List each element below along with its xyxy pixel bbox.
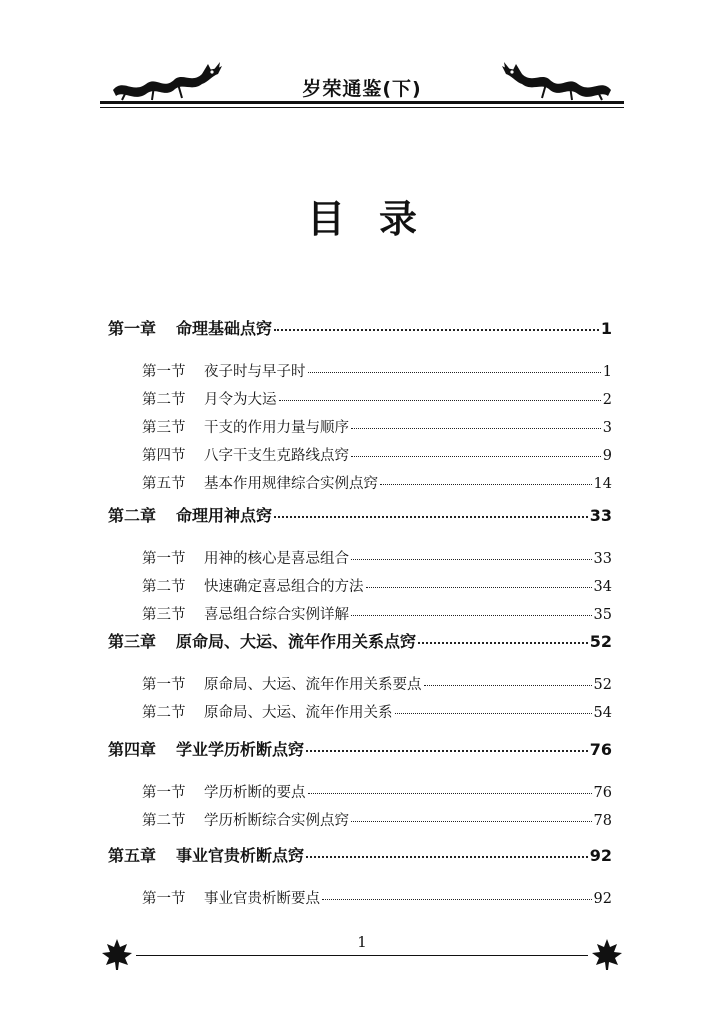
toc-section-entry[interactable] [142, 603, 612, 624]
section-page-number: 35 [593, 607, 612, 623]
section-title: 基本作用规律综合实例点窍 [204, 476, 378, 492]
toc-section-entry[interactable] [142, 360, 612, 381]
chapter-title: 事业官贵析断点窍 [176, 846, 305, 865]
chapter-number: 第三章 [108, 632, 157, 651]
section-number: 第一节 [142, 551, 186, 567]
section-title: 月令为大运 [204, 392, 277, 408]
section-page-number: 9 [602, 448, 612, 464]
chapter-page-number: 52 [589, 632, 612, 651]
chapter-page-number: 33 [589, 506, 612, 525]
section-page-number: 76 [593, 785, 612, 801]
section-title: 喜忌组合综合实例详解 [204, 607, 349, 623]
footer-rule [136, 955, 588, 956]
section-label [142, 388, 277, 409]
maple-leaf-icon [590, 937, 624, 971]
toc-chapter-entry[interactable] [108, 503, 612, 526]
toc-section-entry[interactable] [142, 809, 612, 830]
section-page-number: 33 [593, 551, 612, 567]
section-label [142, 701, 393, 722]
section-number: 第一节 [142, 364, 186, 380]
section-label [142, 547, 349, 568]
section-label [142, 781, 306, 802]
dot-leader [351, 605, 592, 620]
section-page-number: 3 [602, 420, 612, 436]
section-number: 第一节 [142, 785, 186, 801]
toc-section-entry[interactable] [142, 547, 612, 568]
section-page-number: 34 [593, 579, 612, 595]
running-header [100, 60, 624, 110]
header-rule-thin [100, 107, 624, 108]
chapter-title: 命理用神点窍 [176, 506, 273, 525]
section-label [142, 809, 349, 830]
page-number: 1 [357, 933, 367, 951]
section-title: 快速确定喜忌组合的方法 [204, 579, 364, 595]
section-label [142, 603, 349, 624]
dot-leader [366, 577, 592, 592]
section-page-number: 2 [602, 392, 612, 408]
section-page-number: 54 [593, 705, 612, 721]
chapter-label [108, 503, 272, 526]
toc-section-entry[interactable] [142, 575, 612, 596]
toc-chapter-entry[interactable] [108, 737, 612, 760]
chapter-number: 第五章 [108, 846, 157, 865]
toc-chapter-entry[interactable] [108, 316, 612, 339]
dot-leader [351, 446, 601, 461]
section-title: 用神的核心是喜忌组合 [204, 551, 349, 567]
chapter-page-number: 76 [589, 740, 612, 759]
toc-section-entry[interactable] [142, 887, 612, 908]
toc-section-entry[interactable] [142, 701, 612, 722]
header-rule [100, 101, 624, 104]
section-page-number: 78 [593, 813, 612, 829]
section-title: 原命局、大运、流年作用关系 [204, 705, 393, 721]
section-title: 八字干支生克路线点窍 [204, 448, 349, 464]
section-label [142, 673, 422, 694]
section-title: 原命局、大运、流年作用关系要点 [204, 677, 422, 693]
chapter-number: 第四章 [108, 740, 157, 759]
section-number: 第二节 [142, 705, 186, 721]
section-page-number: 14 [593, 476, 612, 492]
section-number: 第三节 [142, 607, 186, 623]
dot-leader [274, 505, 588, 521]
section-label [142, 360, 306, 381]
chapter-number: 第二章 [108, 506, 157, 525]
toc-chapter-entry[interactable] [108, 843, 612, 866]
toc-section-entry[interactable] [142, 781, 612, 802]
dot-leader [306, 845, 588, 861]
section-number: 第一节 [142, 677, 186, 693]
section-number: 第二节 [142, 392, 186, 408]
section-label [142, 416, 349, 437]
dot-leader [351, 811, 592, 826]
dot-leader [351, 549, 592, 564]
running-footer [100, 935, 624, 975]
section-label [142, 472, 378, 493]
dot-leader [279, 390, 601, 405]
section-title: 学历析断综合实例点窍 [204, 813, 349, 829]
section-number: 第一节 [142, 891, 186, 907]
chapter-label [108, 316, 272, 339]
dot-leader [308, 362, 601, 377]
header-title: 岁荣通鉴(下) [302, 78, 422, 100]
dot-leader [380, 474, 592, 489]
chapter-label [108, 629, 416, 652]
toc-section-entry[interactable] [142, 673, 612, 694]
section-number: 第二节 [142, 813, 186, 829]
chapter-page-number: 1 [600, 319, 612, 338]
section-page-number: 1 [602, 364, 612, 380]
chapter-label [108, 737, 304, 760]
chapter-number: 第一章 [108, 319, 157, 338]
section-page-number: 92 [593, 891, 612, 907]
dot-leader [308, 783, 592, 798]
toc-section-entry[interactable] [142, 416, 612, 437]
dragon-icon [496, 60, 616, 104]
dot-leader [395, 703, 592, 718]
section-page-number: 52 [593, 677, 612, 693]
section-label [142, 444, 349, 465]
chapter-title: 原命局、大运、流年作用关系点窍 [176, 632, 417, 651]
dot-leader [351, 418, 601, 433]
section-number: 第二节 [142, 579, 186, 595]
section-label [142, 887, 320, 908]
dot-leader [424, 675, 592, 690]
section-number: 第四节 [142, 448, 186, 464]
toc-title: 目录 [306, 197, 451, 241]
toc-chapter-entry[interactable] [108, 629, 612, 652]
section-title: 夜子时与早子时 [204, 364, 306, 380]
chapter-label [108, 843, 304, 866]
section-number: 第三节 [142, 420, 186, 436]
dot-leader [306, 739, 588, 755]
toc-section-entry[interactable] [142, 388, 612, 409]
section-label [142, 575, 364, 596]
dot-leader [274, 318, 599, 334]
dot-leader [322, 889, 592, 904]
toc-section-entry[interactable] [142, 472, 612, 493]
toc-section-entry[interactable] [142, 444, 612, 465]
chapter-title: 命理基础点窍 [176, 319, 273, 338]
section-number: 第五节 [142, 476, 186, 492]
dot-leader [418, 631, 588, 647]
chapter-title: 学业学历析断点窍 [176, 740, 305, 759]
section-title: 干支的作用力量与顺序 [204, 420, 349, 436]
chapter-page-number: 92 [589, 846, 612, 865]
section-title: 事业官贵析断要点 [204, 891, 320, 907]
section-title: 学历析断的要点 [204, 785, 306, 801]
